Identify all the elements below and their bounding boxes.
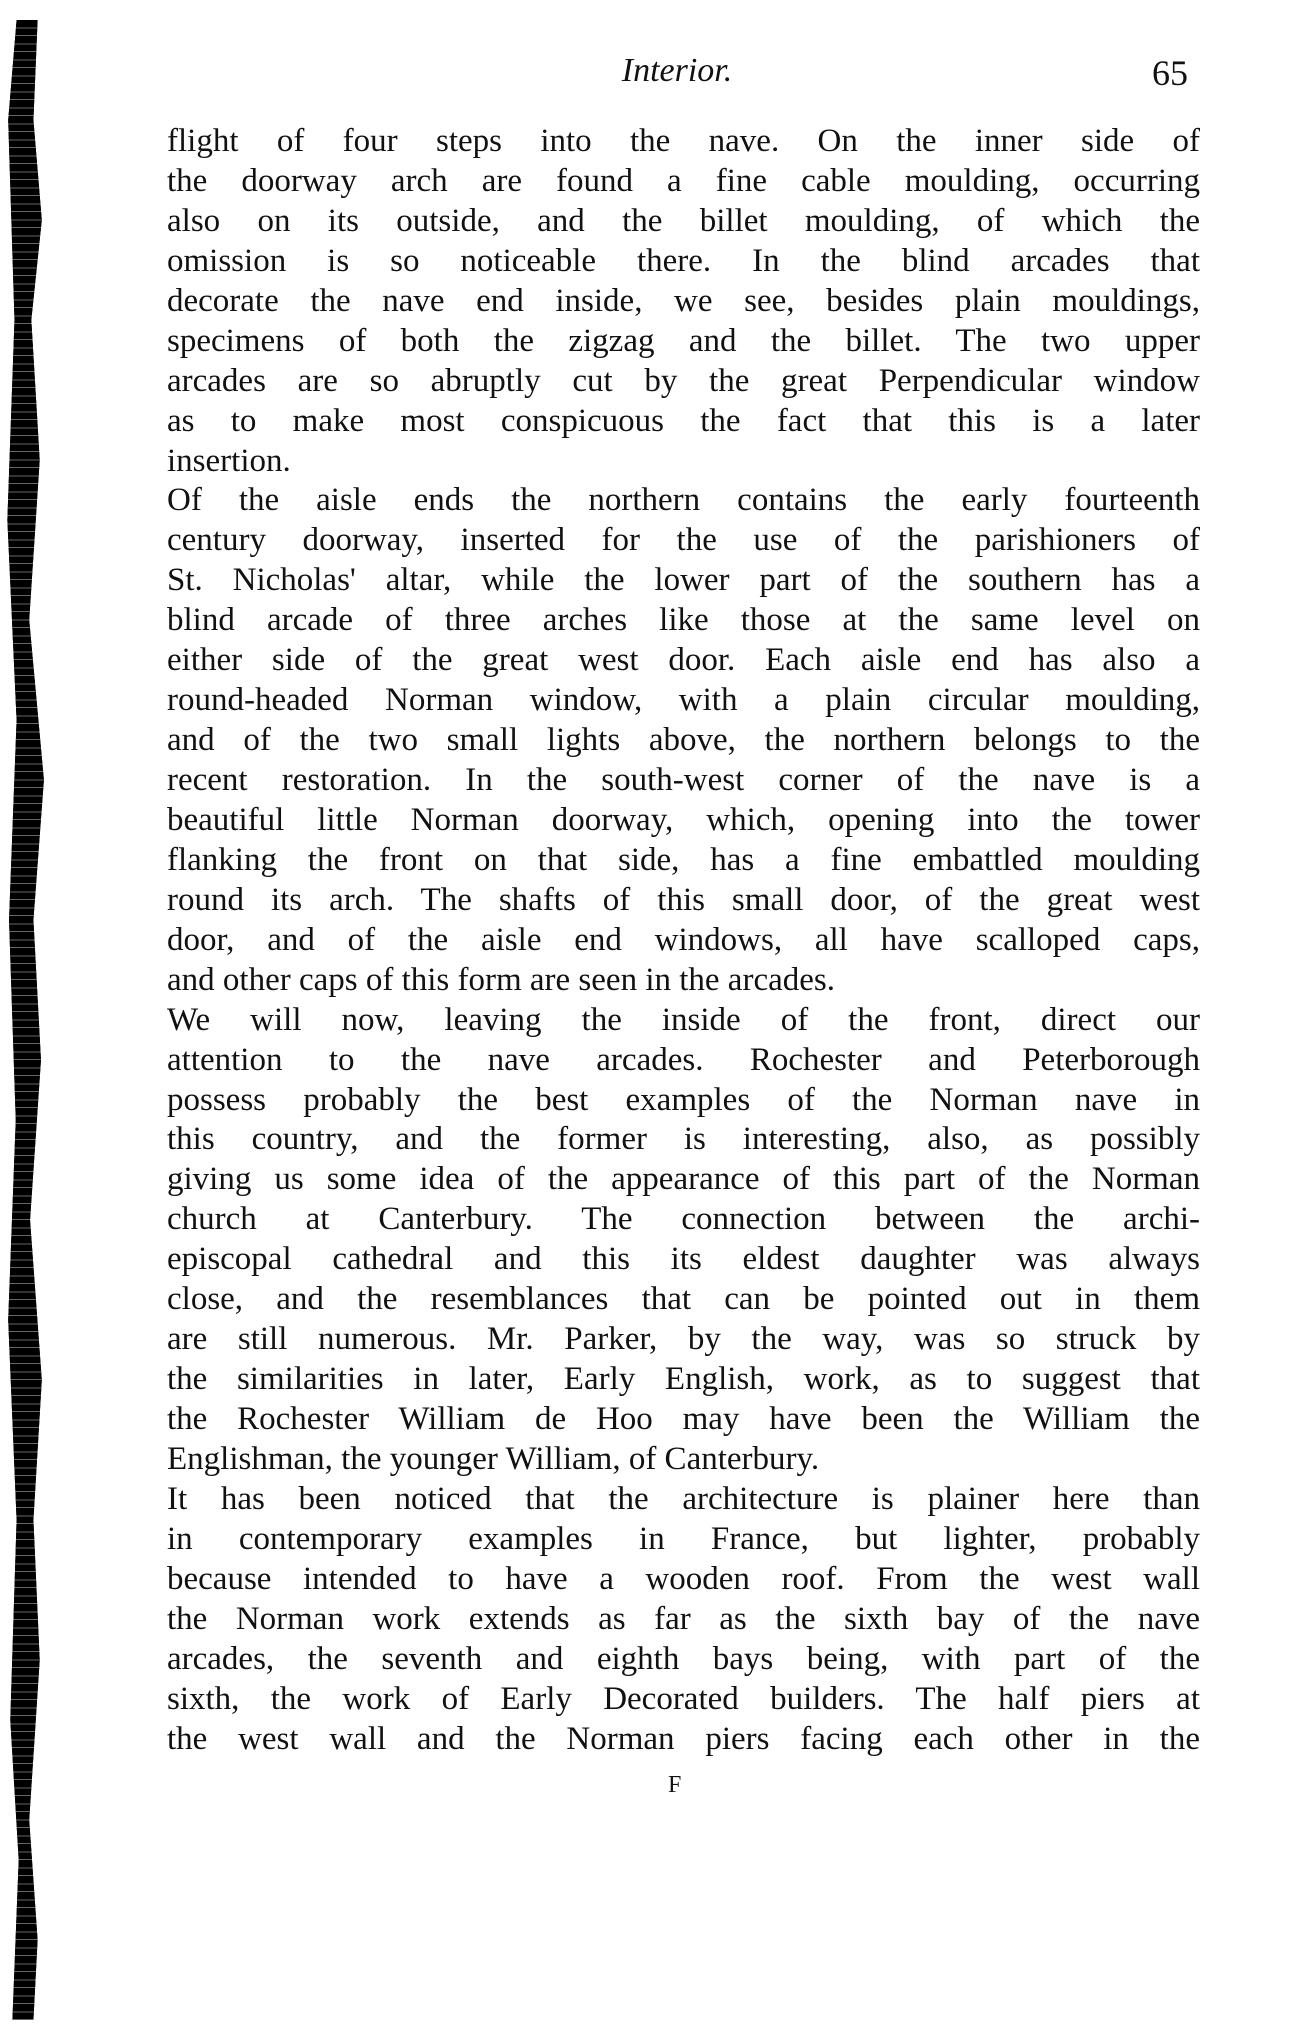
text-line: We will now, leaving the inside of the front, direct our	[167, 1001, 1200, 1038]
text-line: blind arcade of three arches like those at the same level on	[167, 602, 1200, 639]
text-line: attention to the nave arcades. Rochester and Peterborough	[167, 1041, 1200, 1078]
text-line: beautiful little Norman doorway, which, opening into the tower	[167, 801, 1200, 838]
text-line: also on its outside, and the billet moulding, of which the	[167, 202, 1200, 239]
text-line: episcopal cathedral and this its eldest daughter was always	[167, 1241, 1200, 1278]
text-line: the Norman work extends as far as the sixth bay of the nave	[167, 1600, 1200, 1637]
text-line: the similarities in later, Early English, work, as to suggest that	[167, 1361, 1200, 1398]
text-line: close, and the resemblances that can be pointed out in them	[167, 1281, 1200, 1318]
text-line: church at Canterbury. The connection between the archi-	[167, 1201, 1200, 1238]
text-line: Of the aisle ends the northern contains the early fourteenth	[167, 482, 1200, 519]
text-line: the west wall and the Norman piers facing each other in the	[167, 1720, 1200, 1757]
book-binding-edge	[4, 20, 46, 2020]
text-line: are still numerous. Mr. Parker, by the way, was so struck by	[167, 1321, 1200, 1358]
body-text	[167, 122, 1200, 1759]
text-line: flight of four steps into the nave. On the inner side of	[167, 123, 1200, 159]
text-line: as to make most conspicuous the fact that this is a later	[167, 402, 1200, 439]
text-line: arcades are so abruptly cut by the great Perpendicular window	[167, 362, 1200, 399]
text-line: round-headed Norman window, with a plain circular moulding,	[167, 682, 1200, 719]
text-line: insertion.	[167, 442, 291, 479]
text-line: door, and of the aisle end windows, all have scalloped caps,	[167, 921, 1200, 958]
text-line: Englishman, the younger William, of Canterbury.	[167, 1440, 820, 1477]
text-line: recent restoration. In the south-west corner of the nave is a	[167, 762, 1200, 798]
text-line: giving us some idea of the appearance of this part of the Norman	[167, 1161, 1200, 1198]
text-line: in contemporary examples in France, but lighter, probably	[167, 1520, 1200, 1557]
text-line: and of the two small lights above, the northern belongs to the	[167, 722, 1200, 759]
text-line: because intended to have a wooden roof. From the west wall	[167, 1560, 1200, 1597]
text-line: St. Nicholas' altar, while the lower part of the southern has a	[167, 562, 1200, 599]
signature-mark: F	[668, 1772, 682, 1798]
text-line: sixth, the work of Early Decorated builders. The half piers at	[167, 1680, 1200, 1717]
text-line: It has been noticed that the architecture is plainer here than	[167, 1480, 1200, 1517]
text-line: this country, and the former is interesting, also, as possibly	[167, 1121, 1200, 1158]
text-line: and other caps of this form are seen in the arcades.	[167, 961, 835, 998]
text-line: arcades, the seventh and eighth bays being, with part of the	[167, 1640, 1200, 1677]
text-line: round its arch. The shafts of this small door, of the great west	[167, 881, 1200, 918]
page-number: 65	[1152, 53, 1188, 93]
text-line: the Rochester William de Hoo may have been the William the	[167, 1401, 1200, 1437]
text-line: the doorway arch are found a fine cable moulding, occurring	[167, 162, 1200, 199]
text-line: specimens of both the zigzag and the billet. The two upper	[167, 322, 1200, 359]
text-line: omission is so noticeable there. In the blind arcades that	[167, 242, 1200, 279]
text-line: decorate the nave end inside, we see, besides plain mouldings,	[167, 282, 1200, 319]
running-head: Interior.	[621, 52, 733, 89]
text-line: century doorway, inserted for the use of the parishioners of	[167, 522, 1200, 559]
text-line: possess probably the best examples of the Norman nave in	[167, 1081, 1200, 1118]
text-line: either side of the great west door. Each aisle end has also a	[167, 642, 1200, 679]
text-line: flanking the front on that side, has a fine embattled moulding	[167, 841, 1200, 878]
